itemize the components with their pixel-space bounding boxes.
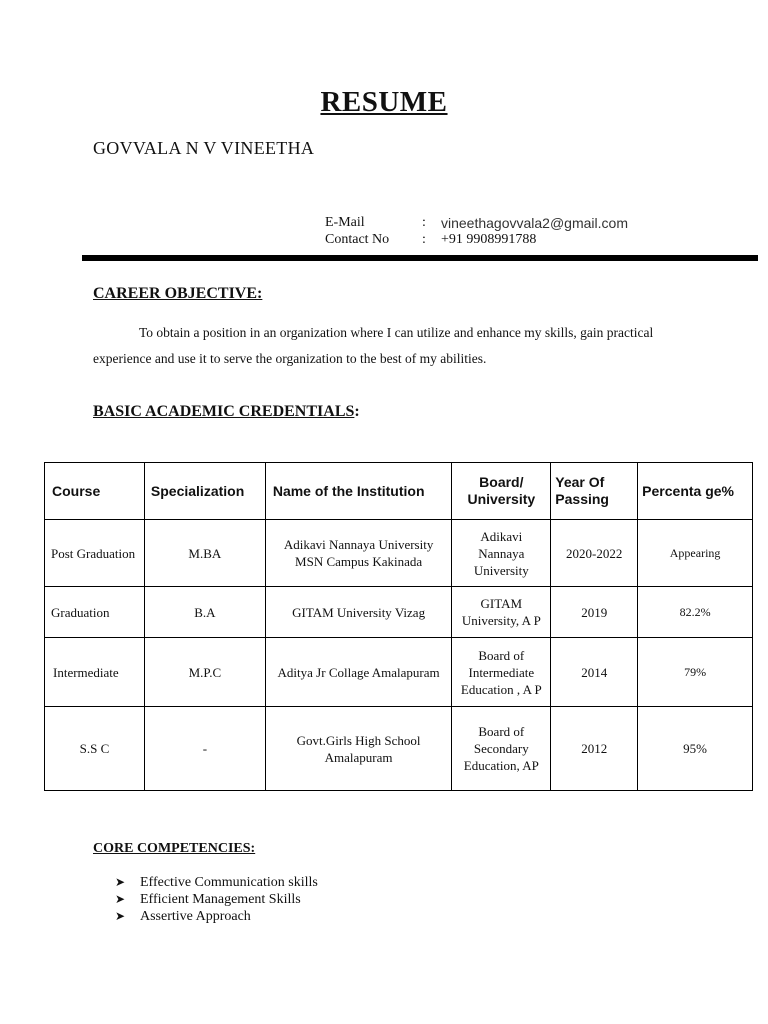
email-colon: : — [422, 215, 426, 230]
cell-year: 2014 — [551, 638, 638, 707]
cell-course: Post Graduation — [45, 520, 145, 587]
cell-institution: Adikavi Nannaya University MSN Campus Kakinada — [265, 520, 452, 587]
cell-course: Graduation — [45, 587, 145, 638]
cell-board: GITAM University, A P — [452, 587, 551, 638]
table-row — [45, 587, 753, 638]
cell-board: Board of Secondary Education, AP — [452, 707, 551, 791]
table-row — [45, 638, 753, 707]
resume-title: RESUME — [320, 86, 448, 118]
career-objective-text: To obtain a position in an organization where I can utilize and enhance my skills, gain practical experience and use it to serve the organization to the best of my abilities. — [93, 325, 654, 366]
cell-year: 2012 — [551, 707, 638, 791]
header-divider — [82, 255, 758, 261]
academic-credentials-table — [44, 462, 753, 791]
cell-year: 2019 — [551, 587, 638, 638]
competency-label: Effective Communication skills — [140, 875, 318, 890]
email-label: E-Mail — [325, 215, 365, 230]
cell-institution: GITAM University Vizag — [265, 587, 452, 638]
list-item — [115, 874, 318, 891]
cell-percentage: Appearing — [638, 520, 753, 587]
academic-heading — [93, 403, 360, 421]
cell-institution: Aditya Jr Collage Amalapuram — [265, 638, 452, 707]
cell-percentage: 82.2% — [638, 587, 753, 638]
cell-year: 2020-2022 — [551, 520, 638, 587]
candidate-name: GOVVALA N V VINEETHA — [93, 138, 315, 158]
academic-heading-colon: : — [354, 403, 360, 420]
cell-course: S.S C — [45, 707, 145, 791]
phone-value: +91 9908991788 — [441, 232, 537, 247]
email-value[interactable]: vineethagovvala2@gmail.com — [441, 215, 628, 231]
column-header-year: Year Of Passing — [551, 463, 638, 520]
cell-course: Intermediate — [45, 638, 145, 707]
column-header-institution: Name of the Institution — [265, 463, 452, 520]
cell-specialization: B.A — [144, 587, 265, 638]
competency-label: Assertive Approach — [140, 909, 251, 924]
table-row — [45, 707, 753, 791]
table-header-row — [45, 463, 753, 520]
arrow-bullet-icon: ➤ — [115, 875, 126, 889]
cell-specialization: M.BA — [144, 520, 265, 587]
table-row — [45, 520, 753, 587]
column-header-specialization: Specialization — [144, 463, 265, 520]
list-item — [115, 908, 318, 925]
cell-specialization: M.P.C — [144, 638, 265, 707]
cell-board: Adikavi Nannaya University — [452, 520, 551, 587]
list-item — [115, 891, 318, 908]
column-header-board: Board/ University — [452, 463, 551, 520]
career-objective-heading: CAREER OBJECTIVE: — [93, 285, 263, 302]
cell-percentage: 79% — [638, 638, 753, 707]
academic-heading-text: BASIC ACADEMIC CREDENTIALS — [93, 403, 355, 420]
column-header-course: Course — [45, 463, 145, 520]
cell-board: Board of Intermediate Education , A P — [452, 638, 551, 707]
phone-colon: : — [422, 232, 426, 247]
cell-specialization: - — [144, 707, 265, 791]
arrow-bullet-icon: ➤ — [115, 892, 126, 906]
cell-percentage: 95% — [638, 707, 753, 791]
column-header-percentage: Percenta ge% — [638, 463, 753, 520]
core-competencies-list — [115, 874, 318, 925]
cell-institution: Govt.Girls High School Amalapuram — [265, 707, 452, 791]
phone-label: Contact No — [325, 232, 390, 247]
competency-label: Efficient Management Skills — [140, 892, 301, 907]
core-competencies-heading: CORE COMPETENCIES: — [93, 841, 256, 856]
arrow-bullet-icon: ➤ — [115, 909, 126, 923]
